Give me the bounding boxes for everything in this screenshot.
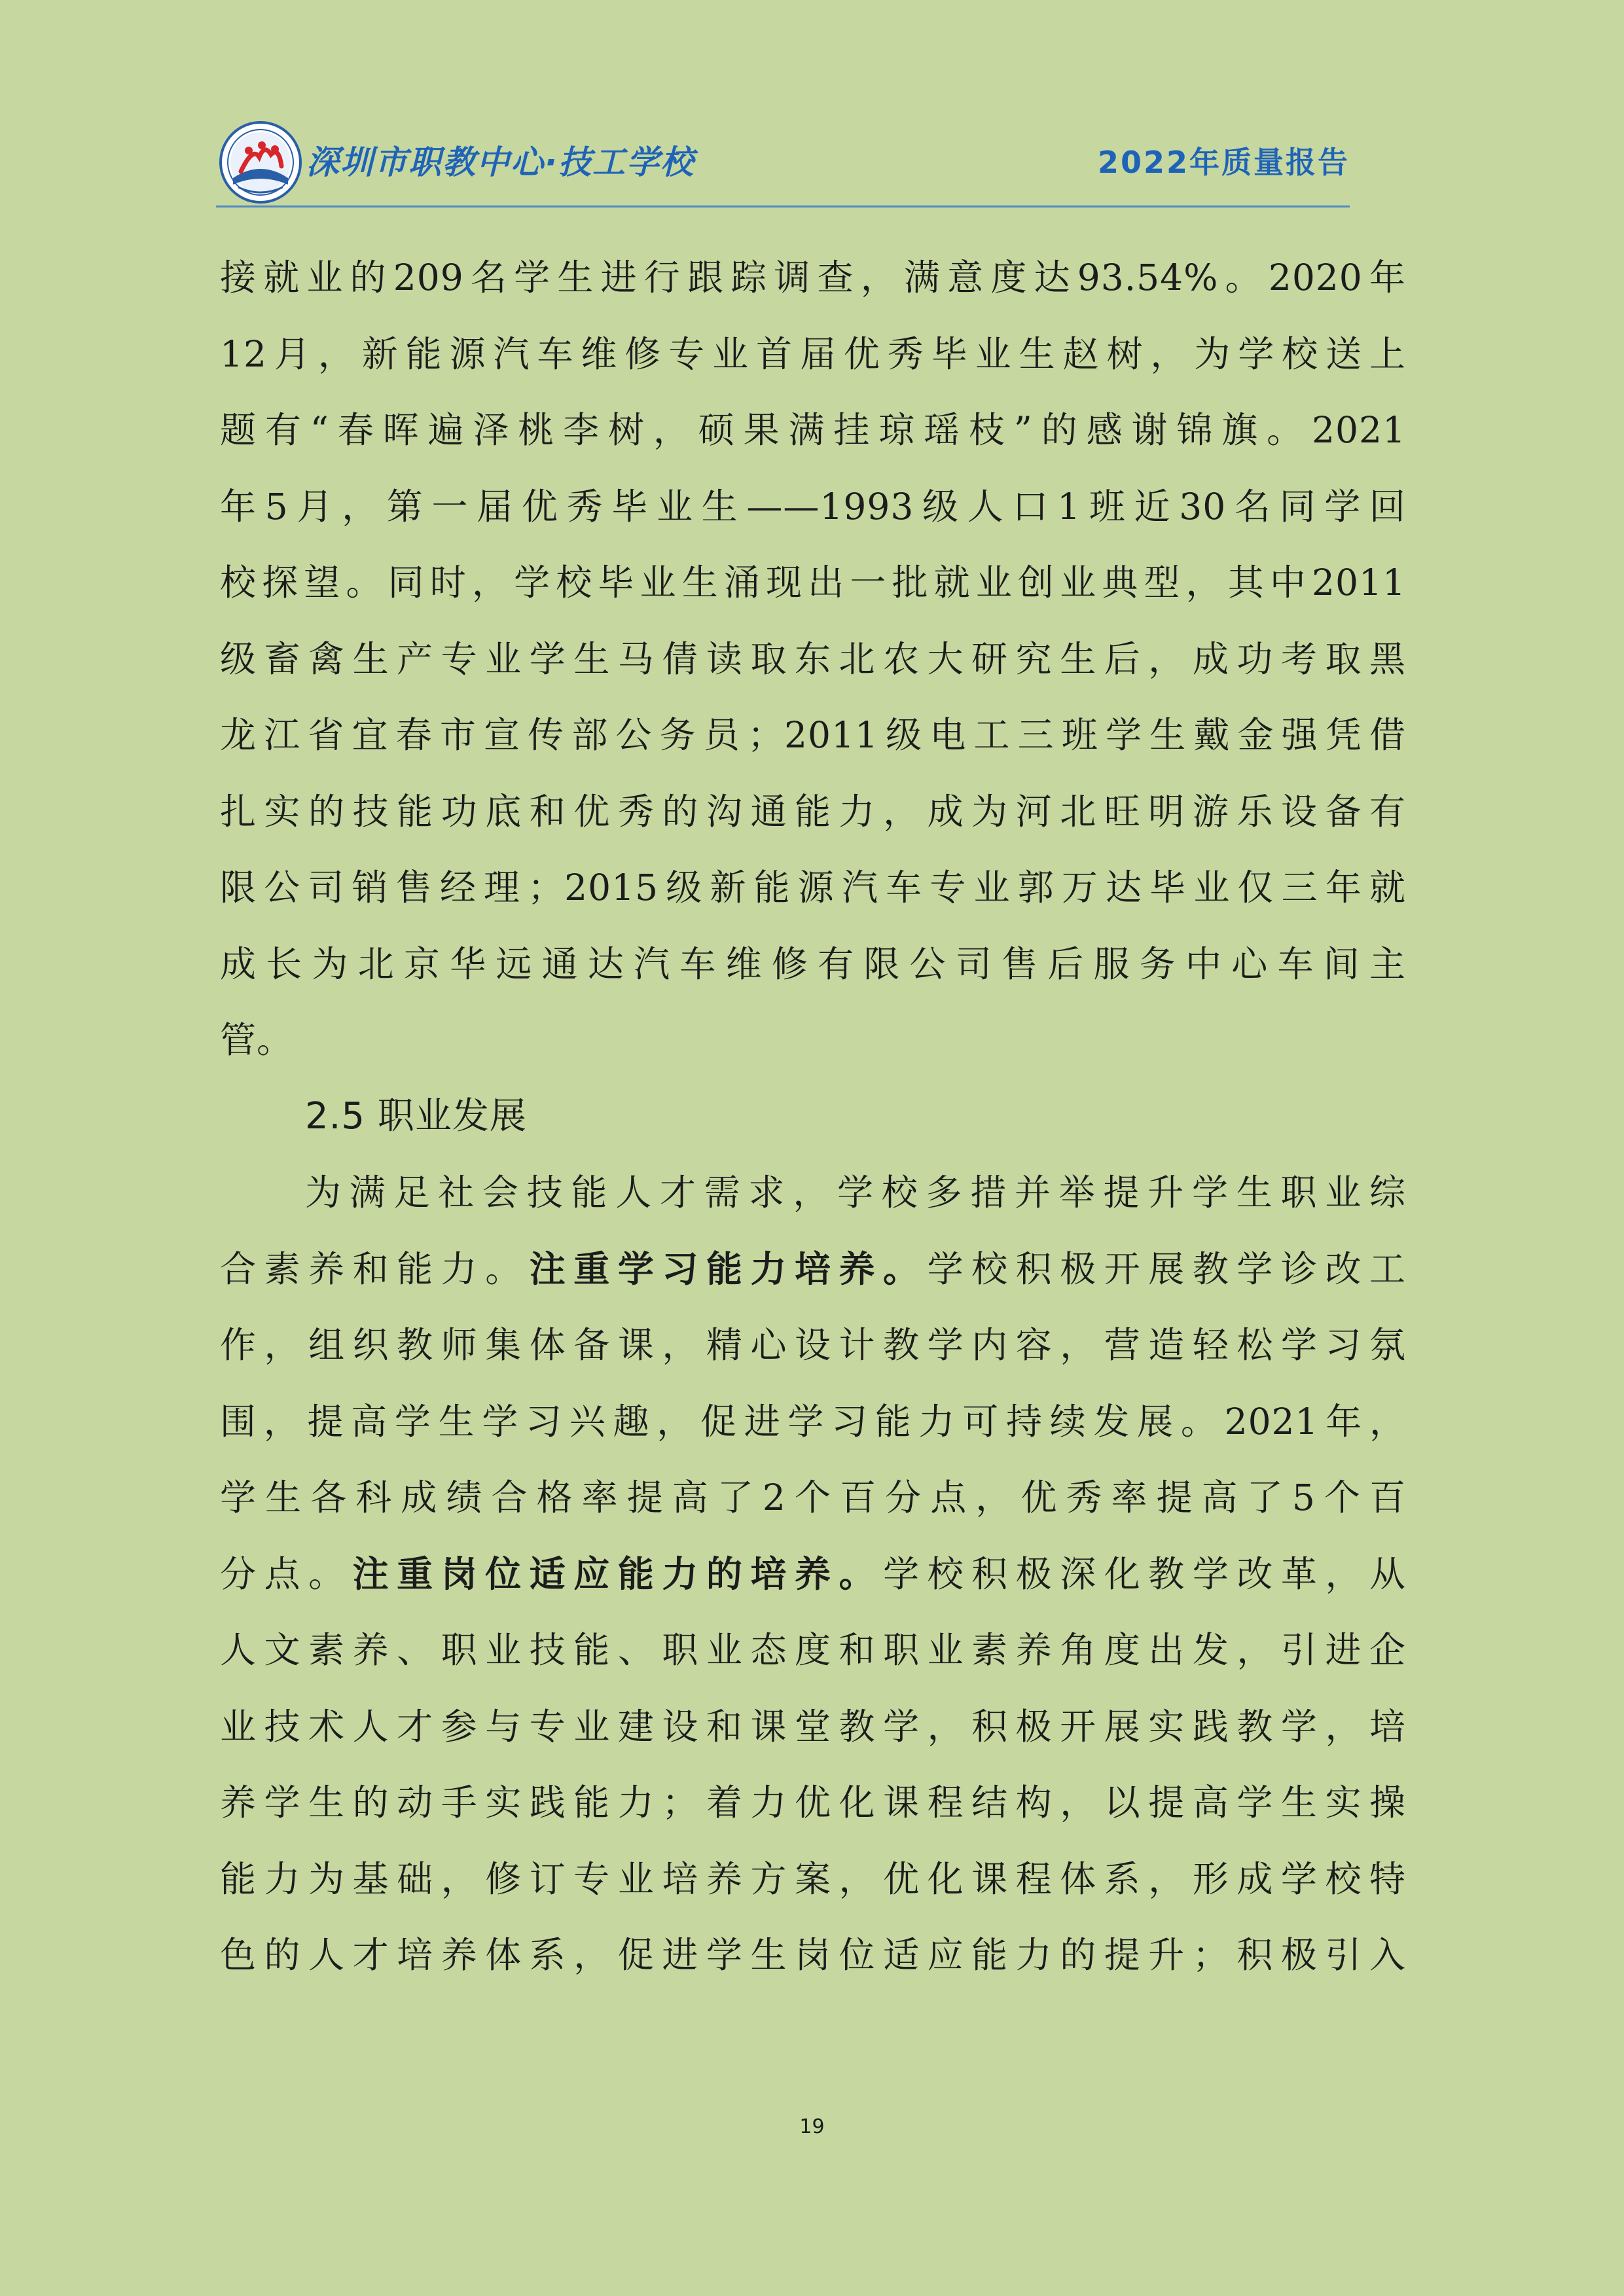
paragraph-line: 12月，新能源汽车维修专业首届优秀毕业生赵树，为学校送上 <box>220 332 1406 375</box>
paragraph-line: 级畜禽生产专业学生马倩读取东北农大研究生后，成功考取黑 <box>220 637 1406 680</box>
page-header <box>216 117 1350 208</box>
bold-emphasis: 注重学习能力培养。 <box>529 1247 928 1290</box>
paragraph-line: 作，组织教师集体备课，精心设计教学内容，营造轻松学习氛 <box>220 1324 1406 1366</box>
page-number: 19 <box>799 2115 825 2138</box>
bold-emphasis: 注重岗位适应能力的培养。 <box>352 1552 884 1595</box>
text-span: 学校积极开展教学诊改工 <box>927 1247 1406 1290</box>
paragraph-line: 业技术人才参与专业建设和课堂教学，积极开展实践教学，培 <box>220 1705 1406 1748</box>
paragraph-line: 为满足社会技能人才需求，学校多措并举提升学生职业综 <box>305 1172 1406 1213</box>
paragraph-line: 接就业的209名学生进行跟踪调查，满意度达93.54%。2020年 <box>220 257 1406 298</box>
paragraph-line: 校探望。同时，学校毕业生涌现出一批就业创业典型，其中2011 <box>220 562 1406 603</box>
text-span: 分点。 <box>220 1552 353 1595</box>
paragraph-line: 能力为基础，修订专业培养方案，优化课程体系，形成学校特 <box>220 1857 1406 1900</box>
paragraph-line: 扎实的技能功底和优秀的沟通能力，成为河北旺明游乐设备有 <box>220 790 1406 833</box>
paragraph-line <box>220 1536 1406 1613</box>
paragraph-line: 成长为北京华远通达汽车维修有限公司售后服务中心车间主 <box>220 942 1406 985</box>
paragraph-line: 学生各科成绩合格率提高了2个百分点，优秀率提高了5个百 <box>220 1477 1406 1518</box>
paragraph-line: 限公司销售经理；2015级新能源汽车专业郭万达毕业仅三年就 <box>220 867 1406 908</box>
header-divider <box>216 206 1350 207</box>
paragraph-line: 题有“春晖遍泽桃李树，硕果满挂琼瑶枝”的感谢锦旗。2021 <box>220 409 1406 451</box>
school-emblem-icon <box>219 120 302 204</box>
text-span: 学校积极深化教学改革，从 <box>883 1552 1406 1595</box>
paragraph-line: 年5月，第一届优秀毕业生——1993级人口1班近30名同学回 <box>220 485 1406 528</box>
page-content <box>220 240 1406 1994</box>
paragraph-line <box>220 1231 1406 1308</box>
paragraph-line: 色的人才培养体系，促进学生岗位适应能力的提升；积极引入 <box>220 1934 1406 1976</box>
text-span: 合素养和能力。 <box>220 1247 530 1290</box>
paragraph-line: 养学生的动手实践能力；着力优化课程结构，以提高学生实操 <box>220 1782 1406 1823</box>
report-title: 2022年质量报告 <box>1097 145 1350 180</box>
section-heading: 2.5 职业发展 <box>305 1094 527 1138</box>
school-name: 深圳市职教中心·技工学校 <box>306 143 695 181</box>
paragraph-line: 人文素养、职业技能、职业态度和职业素养角度出发，引进企 <box>220 1629 1406 1671</box>
paragraph-line: 围，提高学生学习兴趣，促进学习能力可持续发展。2021年， <box>220 1400 1406 1443</box>
paragraph-line: 龙江省宜春市宣传部公务员；2011级电工三班学生戴金强凭借 <box>220 714 1406 756</box>
paragraph-line: 管。 <box>220 1019 294 1061</box>
